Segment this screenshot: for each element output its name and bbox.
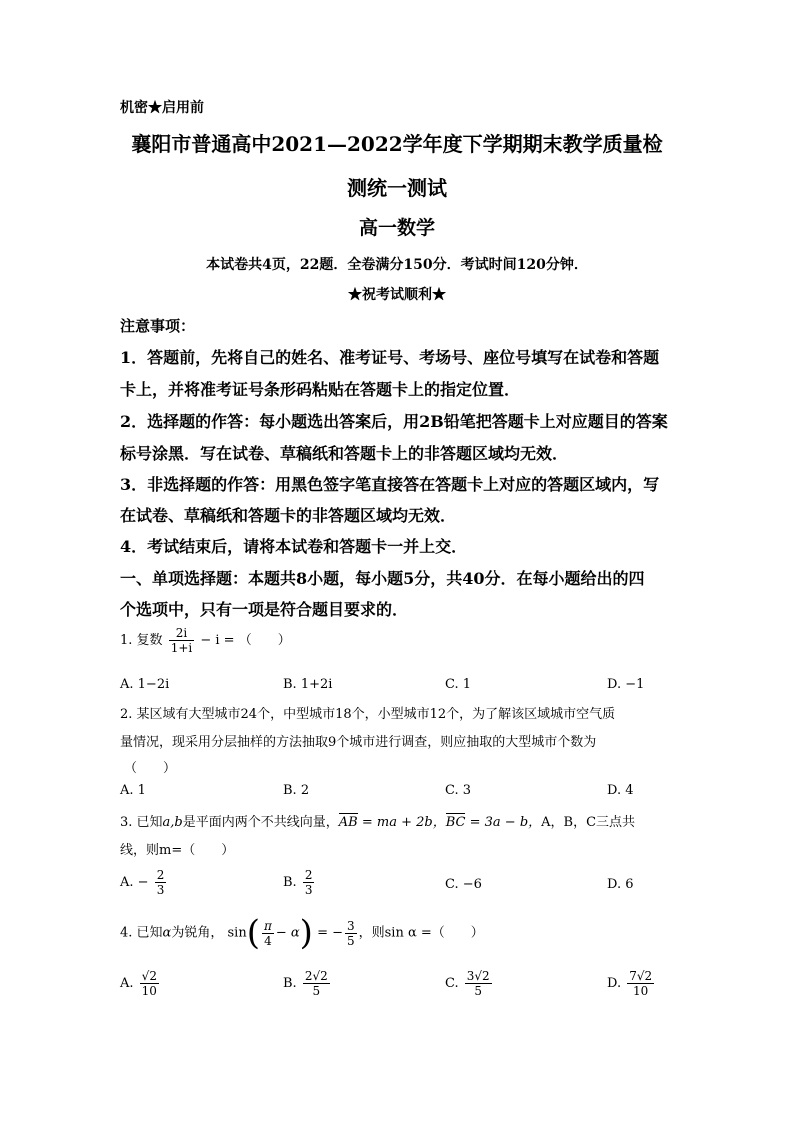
q3-prefix: 3. 已知 [120,815,163,830]
q1-option-c: C. 1 [445,677,472,692]
note-1-line2: 卡上，并将准考证号条形码粘贴在答题卡上的指定位置． [120,380,521,399]
q3-tail: A，B，C三点共 [541,815,636,830]
note-4: 4．考试结束后，请将本试卷和答题卡一并上交． [120,537,468,556]
secret-label: 机密★启用前 [120,100,204,116]
q1-option-d: D. −1 [607,677,645,692]
q3-vectors-ab: a,b [162,815,183,830]
q1-option-b: B. 1+2i [283,677,333,692]
q4-b-label: B. [283,976,297,991]
q3-option-d: D. 6 [607,877,634,892]
q3-eq2: = 3a − b， [465,815,542,830]
q4-d-fraction [627,969,654,998]
q4-alpha: α [162,925,172,941]
q4-d-num: 7√2 [629,969,653,983]
q1-prefix: 1. 复数 [120,633,163,648]
q2-line2: 量情况，现采用分层抽样的方法抽取9个城市进行调查，则应抽取的大型城市个数为 [120,735,597,750]
q4-a-num: √2 [141,969,157,983]
q4-tail: ，则sin α =（ ） [358,925,484,941]
q1-frac-den: 1+i [170,641,193,655]
subject-title: 高一数学 [358,217,435,239]
section1-line1: 一、单项选择题：本题共8小题，每小题5分，共40分．在每小题给出的四 [120,569,645,588]
q4-c-fraction [465,969,492,998]
q3-option-b [283,868,316,897]
q2-option-d: D. 4 [607,783,634,798]
q4-pi: π [263,918,272,933]
q4-d-den: 10 [633,984,649,998]
q3-vector-BC: BC [445,815,466,830]
exam-title-line1: 襄阳市普通高中2021—2022学年度下学期期末教学质量检 [131,132,663,156]
q3-line2: 线，则m=（ ） [120,843,235,858]
q3-vector-AB: AB [338,815,358,830]
q4-four: 4 [264,933,272,948]
exam-title-line2: 测统一测试 [347,176,447,200]
q4-a-den: 10 [141,984,157,998]
q1-frac-num: 2i [169,626,195,641]
q4-option-c [445,969,494,998]
exam-info: 本试卷共4页，22题．全卷满分150分．考试时间120分钟． [206,257,588,273]
q4-sin: sin [227,925,247,941]
q1-fraction [169,626,195,655]
q4-result-den: 5 [346,933,355,948]
note-3-line1: 3．非选择题的作答：用黑色签字笔直接答在答题卡上对应的答题区域内，写 [120,475,660,494]
q4-mid: 为锐角， [171,925,224,941]
right-paren-icon: ) [299,913,313,953]
q4-option-a [120,969,161,998]
q2-line1: 2. 某区域有大型城市24个，中型城市18个，小型城市12个，为了解该区域城市空气质 [120,707,616,722]
q3-b-den: 3 [304,883,313,897]
q4-result-num: 3 [346,918,355,933]
q4-b-fraction [303,969,330,998]
q3-option-a [120,868,168,897]
q3-option-c: C. −6 [445,877,482,892]
q4-c-label: C. [445,976,459,991]
notes-heading: 注意事项： [120,317,196,335]
q4-b-num: 2√2 [304,969,328,983]
left-paren-icon: ( [246,913,260,953]
q1-suffix: − i = （ ） [200,633,291,648]
q4-c-num: 3√2 [466,969,490,983]
q3-a-num: 2 [156,868,165,882]
q4-option-b [283,969,332,998]
q4-result-fraction [345,919,357,948]
section1-line2: 个选项中，只有一项是符合题目要求的． [120,600,409,619]
q3-b-label: B. [283,875,297,890]
q4-eq: = − [317,925,343,941]
note-2-line2: 标号涂黑．写在试卷、草稿纸和答题卡上的非答题区域均无效． [120,444,569,463]
q3-line1 [120,811,635,830]
q4-pi-over-4 [262,919,274,948]
q4-prefix: 4. 已知 [120,925,163,941]
q2-option-a: A. 1 [120,783,146,798]
q3-b-num: 2 [304,868,313,882]
q2-line3: （ ） [124,761,177,776]
q2-option-b: B. 2 [283,783,310,798]
note-2-line1: 2．选择题的作答：每小题选出答案后，用2B铅笔把答题卡上对应题目的答案 [120,412,668,431]
q4-minus-alpha: − α [275,925,300,941]
q3-a-fraction [155,868,167,897]
q4-a-label: A. [120,976,134,991]
q2-option-c: C. 3 [445,783,472,798]
exam-wish: ★祝考试顺利★ [348,287,446,303]
q4-option-d [607,969,656,998]
q4-a-fraction [140,969,159,998]
q4-b-den: 5 [312,984,321,998]
q3-mid: 是平面内两个不共线向量， [182,815,339,830]
q4-c-den: 5 [474,984,483,998]
q3-eq1: = ma + 2b， [357,815,446,830]
q3-a-label: A. − [120,875,149,890]
note-3-line2: 在试卷、草稿纸和答题卡的非答题区域均无效． [120,506,457,525]
question-1 [120,626,291,655]
q4-d-label: D. [607,976,622,991]
q4-line [120,913,484,953]
q1-option-a: A. 1−2i [120,677,170,692]
q3-a-den: 3 [156,883,165,897]
note-1-line1: 1．答题前，先将自己的姓名、准考证号、考场号、座位号填写在试卷和答题 [120,348,660,367]
q3-b-fraction [303,868,315,897]
